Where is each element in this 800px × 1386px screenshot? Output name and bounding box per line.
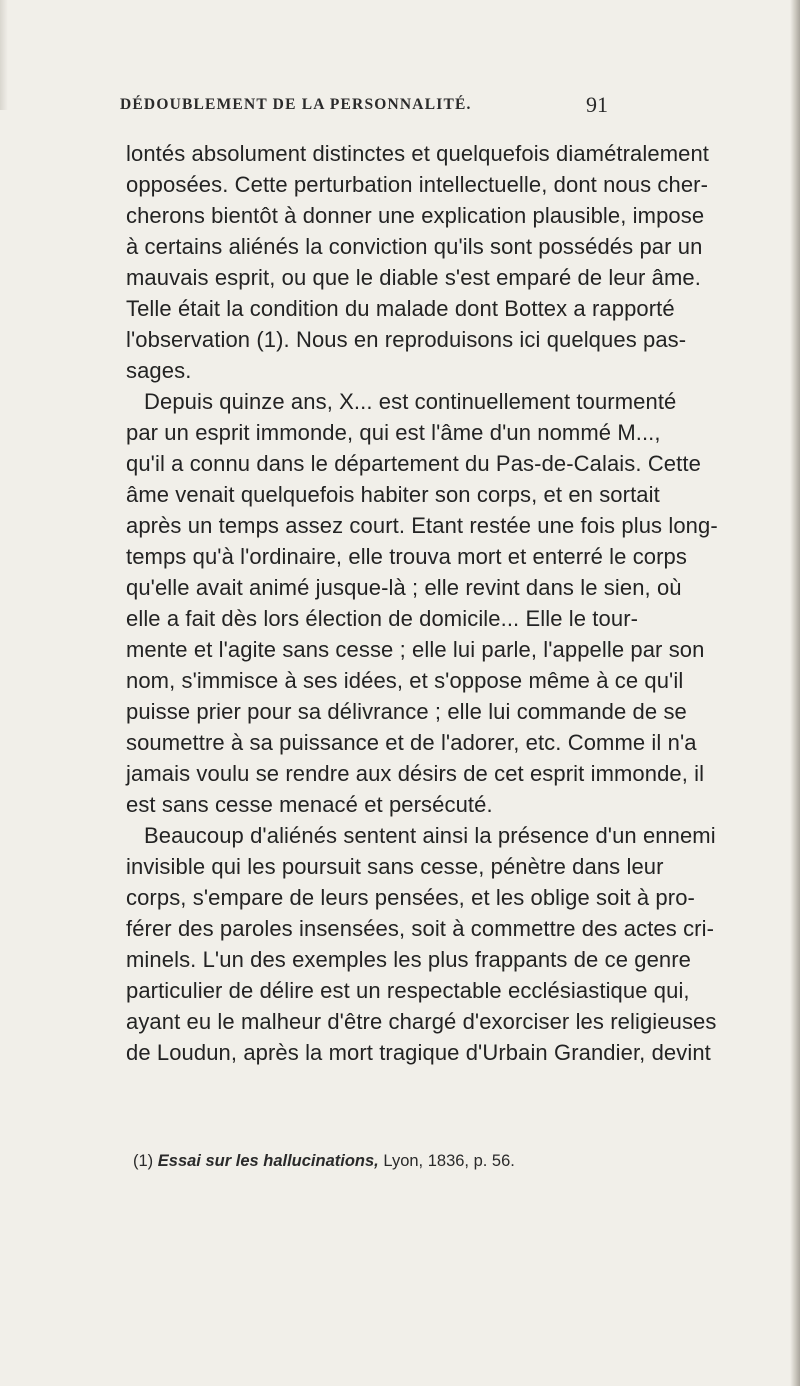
text-line: lontés absolument distinctes et quelquefois diamétralement [126,141,710,166]
text-line: minels. L'un des exemples les plus frappants de ce genre [126,947,692,972]
text-line: est sans cesse menacé et persécuté. [126,792,493,817]
text-line: cherons bientôt à donner une explication plausible, impose [126,203,705,228]
text-line: elle a fait dès lors élection de domicile... Elle le tour- [126,606,639,631]
text-line: férer des paroles insensées, soit à commettre des actes cri- [126,916,715,941]
page-number: 91 [586,92,608,117]
text-line: de Loudun, après la mort tragique d'Urbain Grandier, devint [126,1040,711,1065]
text-line: mente et l'agite sans cesse ; elle lui parle, l'appelle par son [126,637,705,662]
text-line: Telle était la condition du malade dont Bottex a rapporté [126,296,675,321]
text-line: invisible qui les poursuit sans cesse, pénètre dans leur [126,854,664,879]
text-line: temps qu'à l'ordinaire, elle trouva mort et enterré le corps [126,544,687,569]
text-line: mauvais esprit, ou que le diable s'est emparé de leur âme. [126,265,701,290]
paragraph-start: Beaucoup d'aliénés sentent ainsi la présence d'un ennemi [144,823,716,848]
text-line: puisse prier pour sa délivrance ; elle lui commande de se [126,699,687,724]
running-head: DÉDOUBLEMENT DE LA PERSONNALITÉ. [120,96,472,113]
footnote [133,1152,515,1171]
text-line: à certains aliénés la conviction qu'ils sont possédés par un [126,234,703,259]
text-line: âme venait quelquefois habiter son corps, et en sortait [126,482,660,507]
text-line: soumettre à sa puissance et de l'adorer, etc. Comme il n'a [126,730,697,755]
text-line: après un temps assez court. Etant restée une fois plus long- [126,513,718,538]
footnote-marker: (1) [133,1152,154,1170]
text-line: particulier de délire est un respectable ecclésiastique qui, [126,978,690,1003]
text-line: qu'il a connu dans le département du Pas-de-Calais. Cette [126,451,701,476]
text-line: corps, s'empare de leurs pensées, et les oblige soit à pro- [126,885,695,910]
text-line: nom, s'immisce à ses idées, et s'oppose même à ce qu'il [126,668,684,693]
text-line: par un esprit immonde, qui est l'âme d'un nommé M..., [126,420,661,445]
text-line: l'observation (1). Nous en reproduisons ici quelques pas- [126,327,687,352]
paragraph-start: Depuis quinze ans, X... est continuellement tourmenté [144,389,677,414]
text-line: sages. [126,358,192,383]
text-line: jamais voulu se rendre aux désirs de cet esprit immonde, il [126,761,705,786]
footnote-title: Essai sur les hallucinations, [157,1152,379,1170]
text-line: qu'elle avait animé jusque-là ; elle revint dans le sien, où [126,575,682,600]
text-line: ayant eu le malheur d'être chargé d'exorciser les religieuses [126,1009,717,1034]
text-line: opposées. Cette perturbation intellectuelle, dont nous cher- [126,172,709,197]
footnote-details: Lyon, 1836, p. 56. [383,1152,515,1170]
